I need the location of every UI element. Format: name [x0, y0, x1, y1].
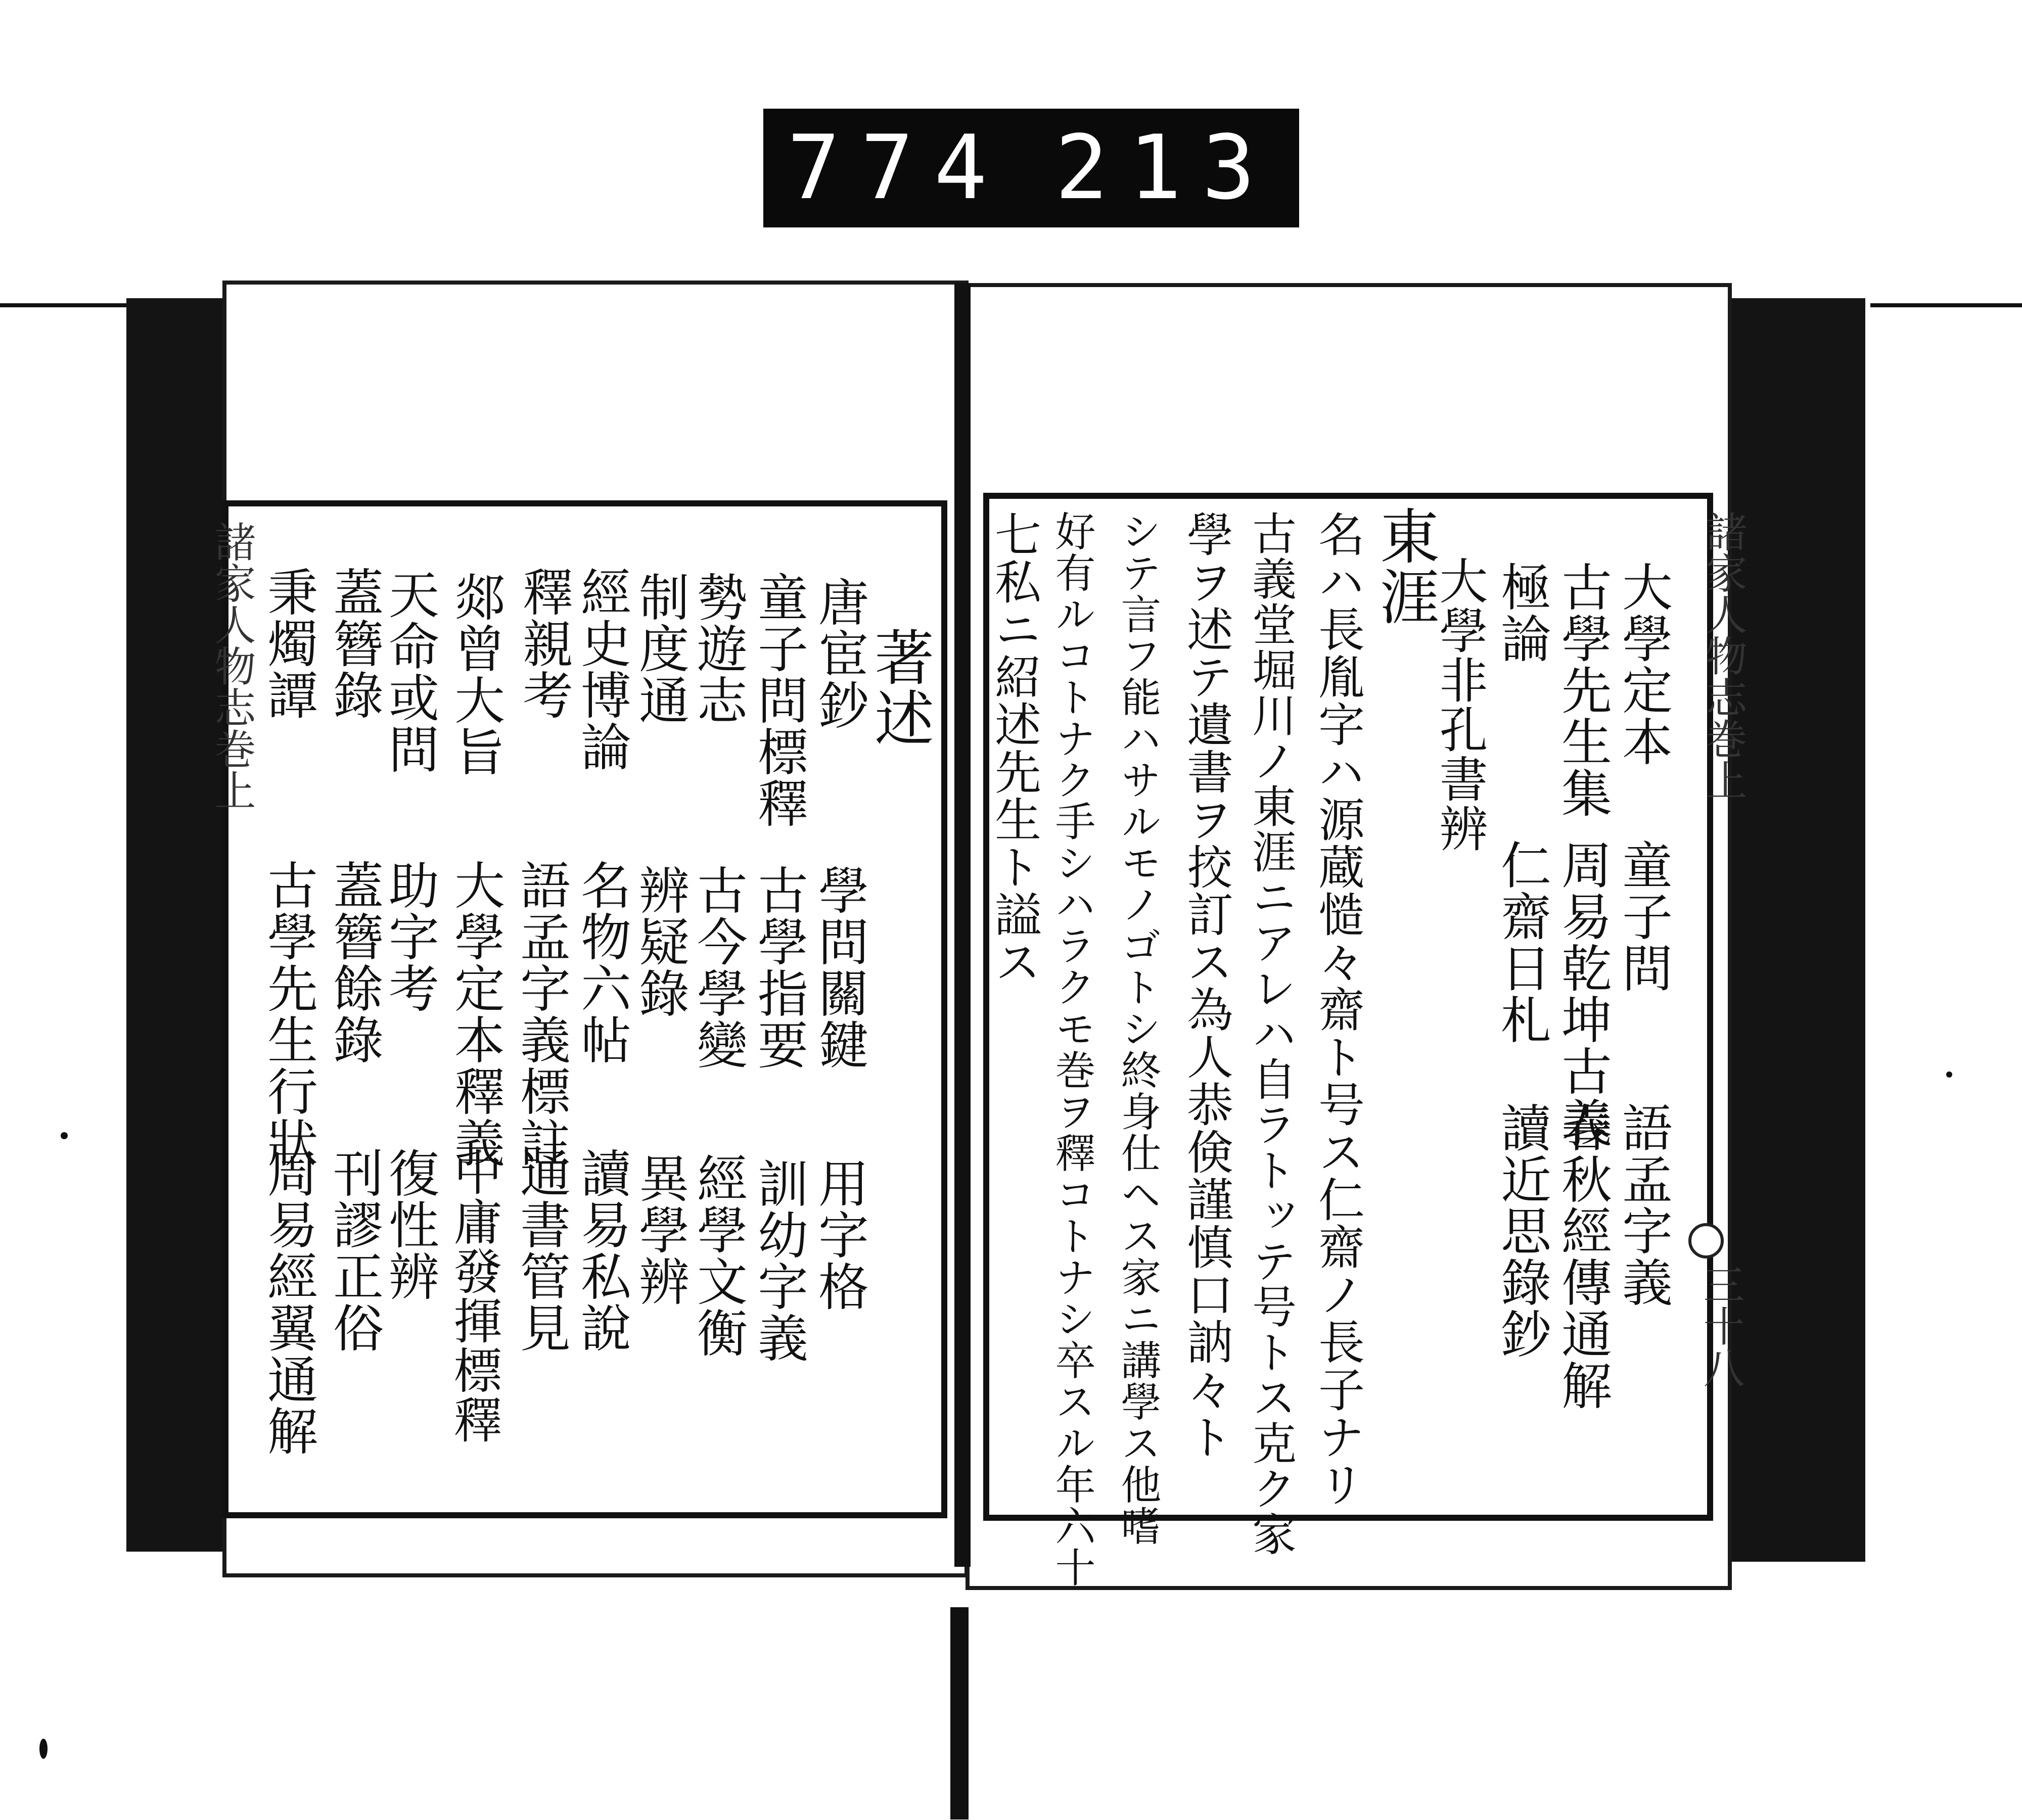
work-title: 助字考: [380, 859, 439, 1014]
work-title: 復性辨: [380, 1147, 439, 1302]
frame-number-label: [763, 109, 1299, 227]
work-title: 異學辨: [630, 1152, 690, 1307]
work-title: 蓋簪錄: [325, 566, 384, 721]
work-title: 秉燭譚: [259, 566, 318, 721]
right-margin-page-number: 三十八: [1696, 1264, 1744, 1388]
biography-line: 名ハ長胤字ハ源蔵慥々齋ト号ス仁齋ノ長子ナリ: [1311, 510, 1365, 1508]
work-title: 讀近思錄鈔: [1492, 1102, 1551, 1360]
work-title: 童子問: [1614, 839, 1673, 994]
work-title: 用字格: [810, 1157, 869, 1312]
frame-number-right: 213: [1054, 117, 1276, 219]
work-title: 古學先生行狀: [259, 859, 318, 1169]
scan-speck: [1946, 1071, 1952, 1078]
work-title: 大學定本: [1614, 561, 1673, 767]
work-title: 周易乾坤古義: [1553, 839, 1612, 1148]
biography-line: シテ言フ能ハサルモノゴトシ終身仕ヘス家ニ講學ス他嗜: [1114, 510, 1161, 1547]
work-title: 通書管見: [512, 1147, 571, 1354]
left-leaf-edges: [126, 298, 233, 1552]
work-title: 制度通: [630, 571, 690, 726]
work-title: 語孟字義: [1614, 1102, 1673, 1308]
biography-line: 七私ニ紹述先生ト謚ス: [987, 510, 1041, 986]
book-gutter: [954, 283, 971, 1567]
right-margin-title: 諸家人物志巻上: [1699, 510, 1747, 801]
work-title: 勢遊志: [688, 571, 748, 726]
person-name: 東涯: [1370, 505, 1440, 627]
work-title: 春秋經傳通解: [1553, 1102, 1612, 1411]
work-title: 天命或問: [380, 569, 439, 775]
section-heading: 著述: [864, 627, 934, 748]
spine-tail: [950, 1607, 969, 1819]
work-title: 名物六帖: [572, 859, 631, 1065]
work-title: 古今學變: [688, 864, 748, 1070]
work-title: 童子問標釋: [749, 571, 808, 829]
scan-line-right: [1870, 303, 2022, 307]
work-title: 語孟字義標註: [512, 859, 571, 1169]
frame-number-left: 774: [787, 117, 1008, 219]
work-title: 讀易私說: [572, 1147, 631, 1354]
work-title: 唐宦鈔: [810, 576, 869, 731]
work-title: 經史博論: [572, 566, 631, 772]
work-title: 大學非孔書辨: [1432, 556, 1488, 853]
biography-line: 好有ルコトナク手シハラクモ巻ヲ釋コトナシ卒スル年六十: [1048, 510, 1095, 1588]
work-title: 古學指要: [749, 864, 808, 1070]
left-margin-title: 諸家人物志巻上: [208, 521, 256, 811]
work-title: 郯曾大旨: [446, 571, 505, 777]
biography-line: 學ヲ述テ遺書ヲ挍訂ス為人恭倹謹慎口訥々ト: [1179, 510, 1233, 1461]
work-title: 中庸發揮標釋: [446, 1147, 502, 1444]
work-title: 蓋簪餘錄: [325, 859, 384, 1065]
work-title: 刊謬正俗: [325, 1147, 384, 1354]
work-title: 仁齋日札: [1492, 839, 1551, 1045]
scan-speck: [39, 1739, 48, 1759]
work-title: 大學定本釋義: [446, 859, 505, 1169]
scan-speck: [61, 1132, 68, 1139]
scan-line-left: [0, 303, 147, 307]
work-title: 周易經翼通解: [259, 1147, 318, 1457]
work-title: 古學先生集: [1553, 561, 1612, 819]
work-title: 釋親考: [514, 566, 573, 721]
work-title: 學問關鍵: [810, 864, 869, 1070]
work-title: 經學文衡: [688, 1152, 748, 1359]
work-title: 訓幼字義: [749, 1157, 808, 1364]
biography-line: 古義堂堀川ノ東涯ニアレハ自ラトッテ号トス克ク家: [1245, 510, 1297, 1557]
circle-mark: [1688, 1223, 1724, 1258]
work-title: 極論: [1492, 561, 1551, 664]
work-title: 辨疑錄: [630, 864, 690, 1019]
